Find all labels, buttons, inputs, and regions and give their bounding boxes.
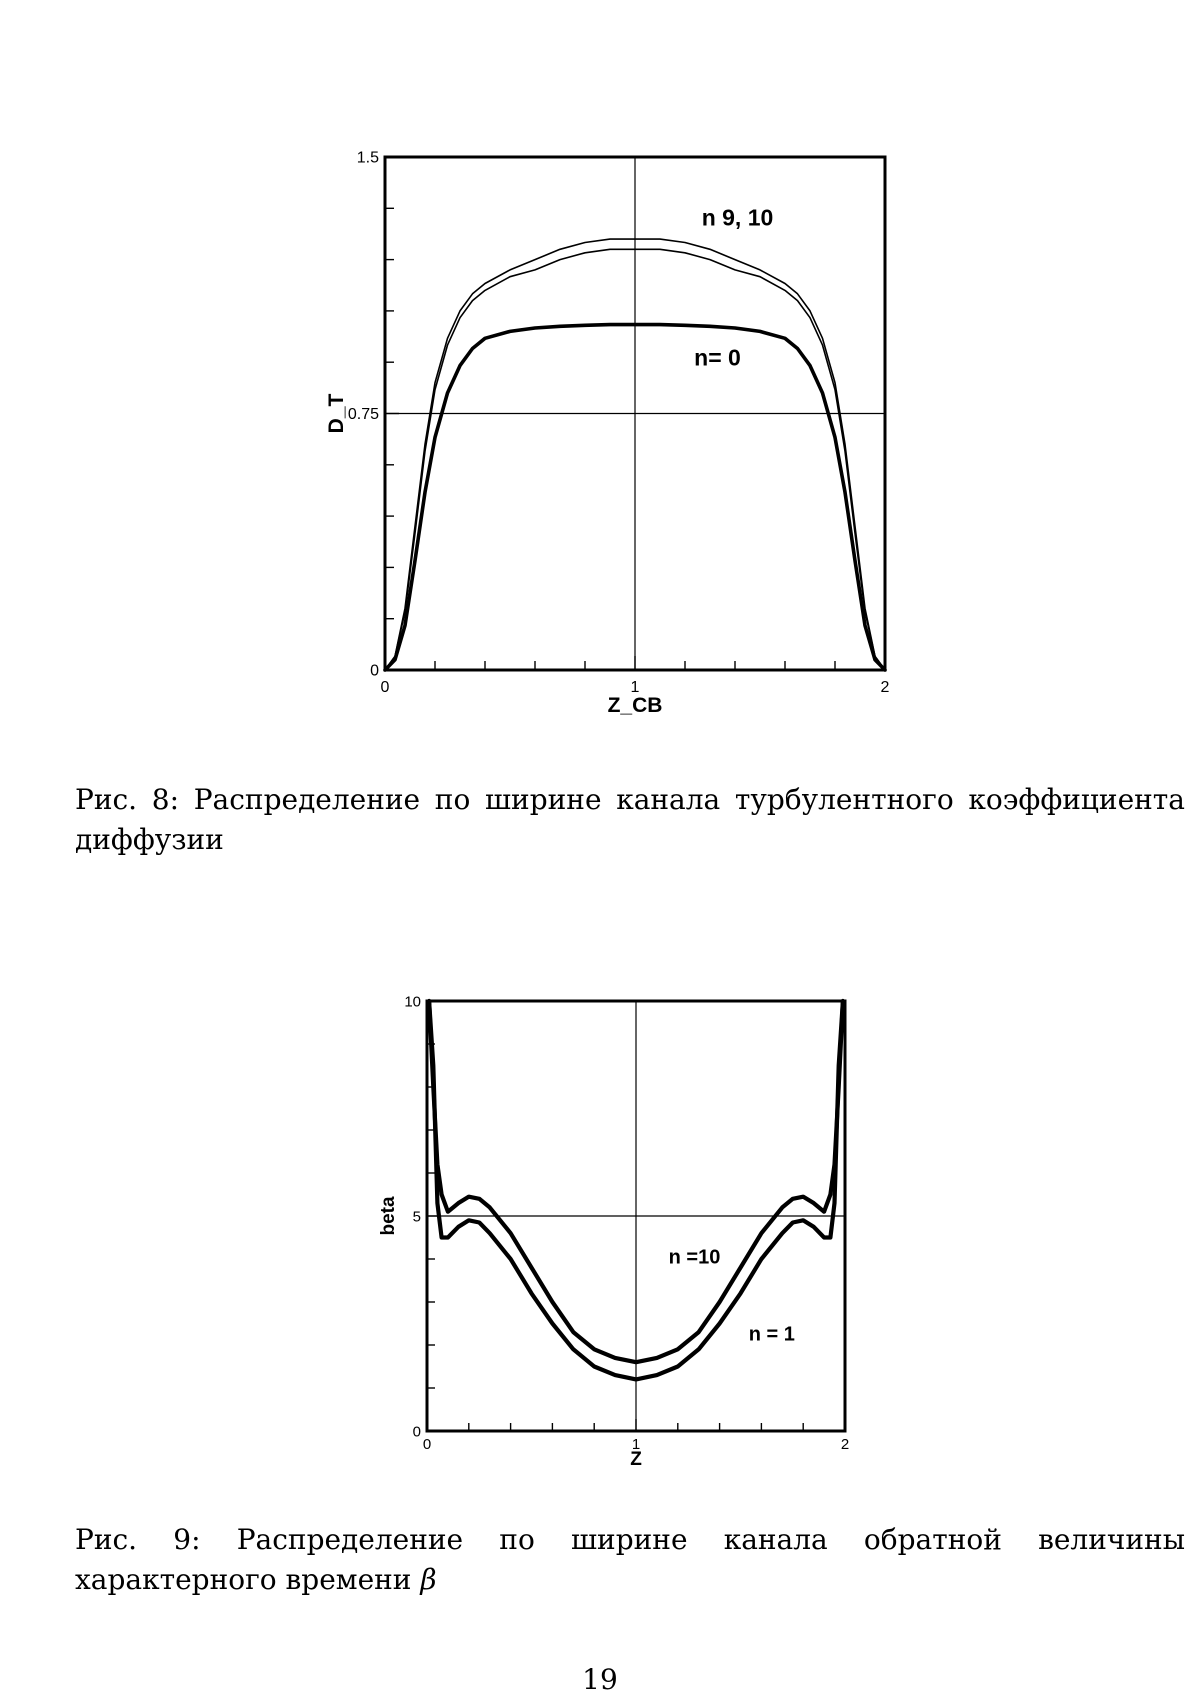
curve-annotation: n =10	[668, 1246, 721, 1269]
y-tick-label: 0	[412, 1423, 421, 1441]
x-tick-label: 2	[840, 1436, 850, 1453]
figure-9-caption	[75, 1520, 1185, 1600]
y-tick-label: 0	[370, 662, 379, 680]
x-tick-label: 1	[631, 1436, 641, 1453]
x-tick-label: 1	[630, 679, 640, 696]
curve-annotation: n = 1	[748, 1323, 795, 1346]
y-tick-label: 0.75	[347, 406, 379, 424]
x-tick-label: 2	[880, 679, 890, 696]
y-tick-label: 5	[412, 1208, 421, 1226]
x-tick-label: 0	[380, 679, 390, 696]
page-number: 19	[582, 1663, 618, 1696]
figure-9-caption-text: Рис. 9: Распределение по ширине канала обратной величины характерного времени	[75, 1523, 1185, 1596]
y-axis-label: beta	[378, 1196, 399, 1236]
y-tick-label: 10	[404, 993, 421, 1011]
x-tick-label: 0	[422, 1436, 432, 1453]
y-tick-label: 1.5	[356, 149, 379, 167]
figure-8-caption: Рис. 8: Распределение по ширине канала турбулентного коэффициента диффузии	[75, 783, 1185, 856]
beta-symbol: β	[420, 1563, 437, 1596]
x-axis-label: Z_CB	[607, 694, 663, 717]
curve-annotation: n= 0	[694, 344, 741, 371]
x-axis-label: Z	[630, 1449, 642, 1470]
curve-annotation: n 9, 10	[701, 204, 774, 231]
y-axis-label: D_T	[325, 393, 348, 434]
